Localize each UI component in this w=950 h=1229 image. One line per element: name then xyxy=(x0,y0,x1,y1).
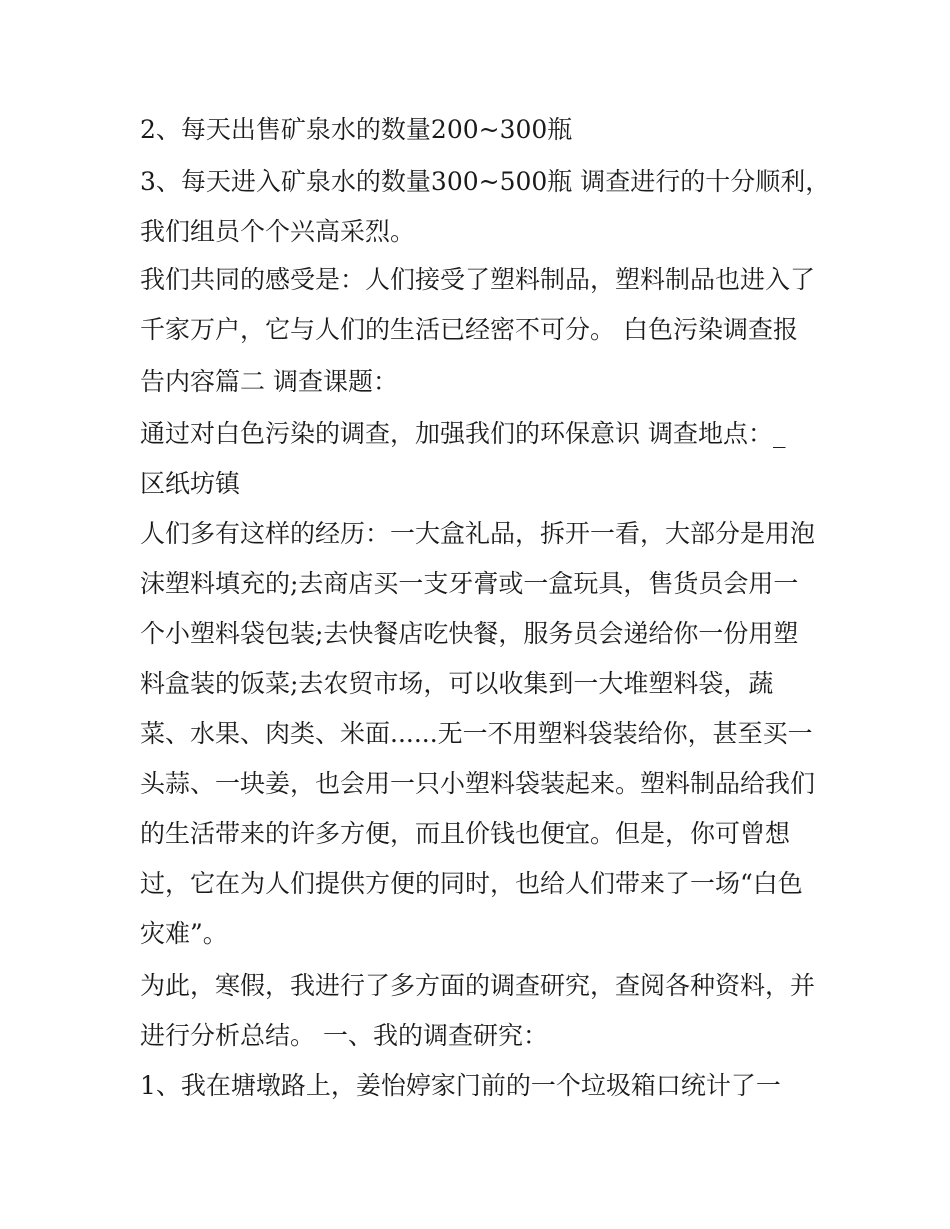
text-line-6: 告内容篇二 调查课题： xyxy=(140,367,398,396)
text-line-12: 料盒装的饭菜;去农贸市场，可以收集到一大堆塑料袋，蔬 xyxy=(140,669,774,698)
text-line-17: 灾难”。 xyxy=(140,919,228,948)
text-line-15: 的生活带来的许多方便，而且价钱也便宜。但是，你可曾想 xyxy=(140,819,791,848)
text-line-19: 进行分析总结。 一、我的调查研究： xyxy=(140,1021,548,1050)
text-line-4: 我们共同的感受是：人们接受了塑料制品，塑料制品也进入了 xyxy=(140,265,816,294)
text-line-20: 1、我在塘墩路上，姜怡婷家门前的一个垃圾箱口统计了一 xyxy=(140,1071,781,1100)
text-line-5: 千家万户，它与人们的生活已经密不可分。 白色污染调查报 xyxy=(140,315,798,344)
text-line-8: 区纸坊镇 xyxy=(140,469,241,498)
text-line-14: 头蒜、一块姜，也会用一只小塑料袋装起来。塑料制品给我们 xyxy=(140,769,816,798)
text-line-11: 个小塑料袋包装;去快餐店吃快餐，服务员会递给你一份用塑 xyxy=(140,619,799,648)
text-line-9: 人们多有这样的经历：一大盒礼品，拆开一看，大部分是用泡 xyxy=(140,519,816,548)
text-line-18: 为此，寒假，我进行了多方面的调查研究，查阅各种资料，并 xyxy=(140,971,816,1000)
text-line-16: 过，它在为人们提供方便的同时，也给人们带来了一场“白色 xyxy=(140,869,803,898)
text-line-10: 沫塑料填充的;去商店买一支牙膏或一盒玩具，售货员会用一 xyxy=(140,569,799,598)
text-line-3: 我们组员个个兴高采烈。 xyxy=(140,217,416,246)
text-line-7: 通过对白色污染的调查，加强我们的环保意识 调查地点：_ xyxy=(140,419,786,448)
text-line-13: 菜、水果、肉类、米面......无一不用塑料袋装给你，甚至买一 xyxy=(140,719,813,748)
text-line-2: 3、每天进入矿泉水的数量300~500瓶 调查进行的十分顺利， xyxy=(140,167,831,196)
text-line-1: 2、每天出售矿泉水的数量200~300瓶 xyxy=(140,115,573,144)
